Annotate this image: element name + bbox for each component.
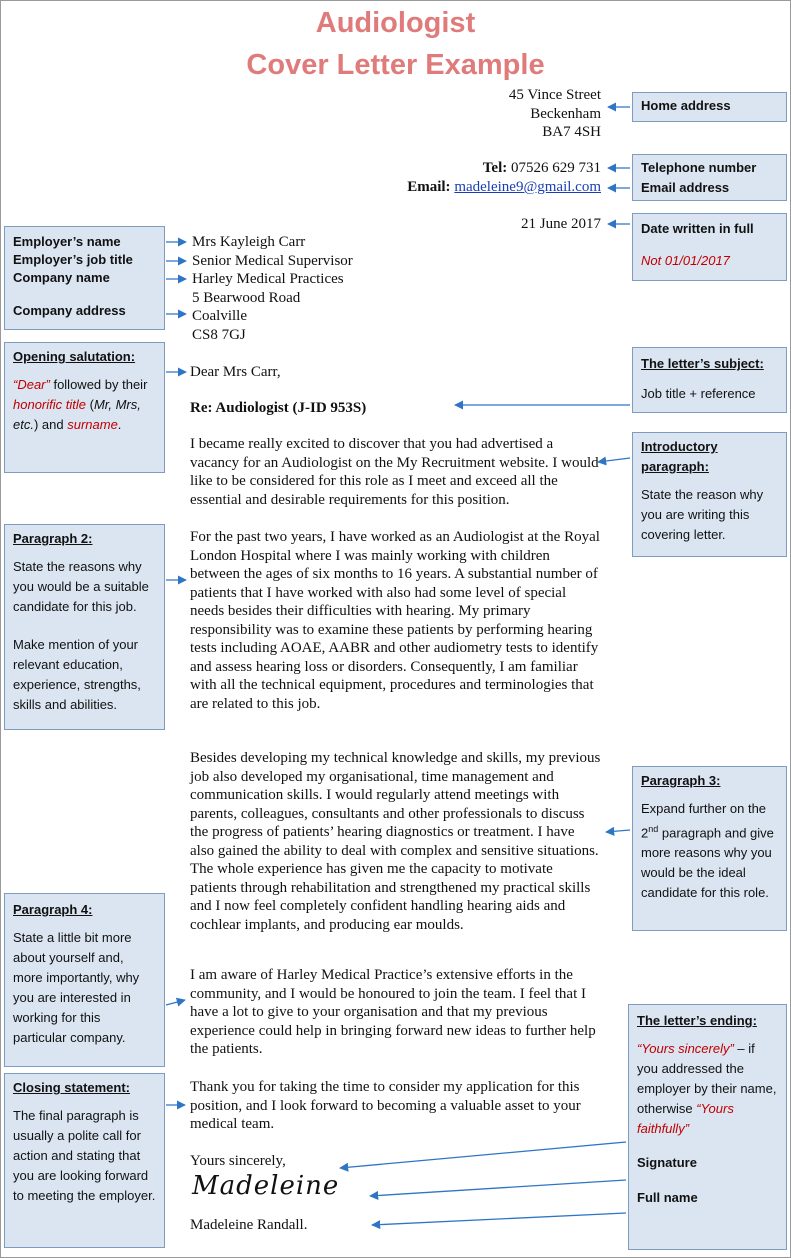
full-name: Madeleine Randall. (190, 1217, 308, 1233)
salutation: Dear Mrs Carr, (190, 364, 281, 380)
annotation-closing (4, 1073, 165, 1248)
annotation-p2-text1: State the reasons why you would be a suitable candidate for this job. (13, 559, 149, 614)
email-label: Email: (407, 179, 451, 195)
sender-address (380, 86, 601, 142)
annotation-p2-heading: Paragraph 2: (13, 531, 93, 546)
page-title-line2: Cover Letter Example (246, 49, 545, 81)
recipient-company: Harley Medical Practices (192, 271, 344, 287)
tel-label: Tel: (482, 160, 508, 176)
annotation-company-name: Company name (13, 270, 110, 285)
sender-tel: 07526 629 731 (511, 160, 601, 176)
annotation-ending-text: “Yours sincerely” – if you addressed the employer by their name, otherwise “Yours faithfully” (637, 1041, 777, 1136)
annotation-p3-heading: Paragraph 3: (641, 773, 721, 788)
annotation-home-address-label: Home address (641, 98, 731, 113)
annotation-p2-text2: Make mention of your relevant education, experience, strengths, skills and abilities. (13, 637, 141, 712)
recipient-address3: CS8 7GJ (192, 326, 246, 343)
annotation-paragraph-2 (4, 524, 165, 730)
sender-email-line (300, 178, 601, 197)
annotation-subject (632, 347, 787, 413)
recipient-name: Mrs Kayleigh Carr (192, 234, 306, 250)
annotation-ending (628, 1004, 787, 1250)
annotation-date-heading: Date written in full (641, 221, 754, 236)
sender-tel-line (300, 159, 601, 178)
annotation-ending-heading: The letter’s ending: (637, 1013, 757, 1028)
annotation-p4-heading: Paragraph 4: (13, 902, 93, 917)
annotation-opening (4, 342, 165, 473)
annotation-introductory (632, 432, 787, 557)
annotation-p4-text: State a little bit more about yourself and, more importantly, why you are interested in working for this particular company. (13, 930, 140, 1045)
paragraph-5: Thank you for taking the time to consider my application for this position, and I look forward to becoming a valuable asset to your medical team. (190, 1079, 581, 1132)
annotation-p3-text: Expand further on the 2nd paragraph and give more reasons why you would be the ideal candidate for this role. (641, 801, 774, 901)
annotation-home-address (632, 92, 787, 122)
paragraph-2: For the past two years, I have worked as an Audiologist at the Royal London Hospital where I was mainly working with children between the ages of six months to 16 years. A substantial number of patients that I have worked with also had some level of special needs besides their difficulties with hearing. My primary responsibility was to examine these patients by performing hearing tests including AOAE, AABR and other audiometry tests to identify and assess hearing loss or disorders. Consequently, I am familiar with all the technical equipment, procedures and terminologies that are related to this job. (190, 529, 600, 712)
paragraph-4: I am aware of Harley Medical Practice’s extensive efforts in the community, and I would be honoured to join the team. I feel that I have a lot to give to your organisation and that my previous experience could help in bringing forward new ideas to further help the patients. (190, 967, 596, 1057)
sender-postcode: BA7 4SH (542, 124, 601, 140)
letter-date: 21 June 2017 (521, 216, 601, 232)
annotation-intro-text: State the reason why you are writing this covering letter. (641, 487, 764, 542)
annotation-opening-text: “Dear” followed by their honorific title (Mr, Mrs, etc.) and surname. (13, 377, 148, 432)
annotation-signature-label: Signature (637, 1155, 697, 1170)
recipient-job-title: Senior Medical Supervisor (192, 252, 353, 269)
annotation-opening-heading: Opening salutation: (13, 349, 136, 364)
annotation-subject-heading: The letter’s subject: (641, 356, 764, 371)
annotation-paragraph-4 (4, 893, 165, 1067)
annotation-contact (632, 154, 787, 201)
annotation-employer-name: Employer’s name (13, 234, 121, 249)
closing-line: Yours sincerely, (190, 1153, 286, 1169)
annotation-employer (4, 226, 165, 330)
paragraph-3: Besides developing my technical knowledge and skills, my previous job also developed my organisational, time management and communication skills. I would regularly attend meetings with parents, colleagues, consultants and other professionals to discuss the progress of patients’ hearing diagnostics or treatment. I have also gained the ability to deal with complex and sensitive situations. The whole experience has given me the capacity to motivate patients through rehabilitation and strengthened my practical skills and I now feel completely confident handling hearing aids and cochlear implants, and producing ear moulds. (190, 750, 601, 933)
sender-street: 45 Vince Street (508, 87, 601, 103)
annotation-intro-heading: Introductory paragraph: (641, 439, 718, 474)
sender-email-link[interactable]: madeleine9@gmail.com (454, 179, 601, 195)
annotation-closing-text: The final paragraph is usually a polite call for action and stating that you are looking forward to meeting the employer. (13, 1108, 156, 1203)
recipient-address2: Coalville (192, 308, 247, 324)
paragraph-1: I became really excited to discover that you had advertised a vacancy for an Audiologist on the My Recruitment website. I would like to be considered for this role as I meet and exceed all the essential and desirable requirements for this position. (190, 436, 599, 508)
recipient-address1: 5 Bearwood Road (192, 289, 301, 306)
signature: Madeleine (192, 1171, 340, 1201)
sender-town: Beckenham (530, 105, 601, 122)
annotation-paragraph-3 (632, 766, 787, 931)
annotation-fullname-label: Full name (637, 1190, 698, 1205)
annotation-date-note: Not 01/01/2017 (641, 253, 730, 268)
annotation-email-label: Email address (641, 180, 730, 195)
annotation-telephone-label: Telephone number (641, 160, 757, 175)
letter-subject: Re: Audiologist (J-ID 953S) (190, 400, 367, 416)
page-title-line1: Audiologist (315, 7, 476, 39)
recipient-block (192, 233, 353, 344)
annotation-date (632, 213, 787, 281)
annotation-company-address: Company address (13, 303, 126, 318)
annotation-employer-job: Employer’s job title (13, 252, 133, 267)
annotation-closing-heading: Closing statement: (13, 1080, 131, 1095)
annotation-subject-text: Job title + reference (641, 386, 756, 401)
